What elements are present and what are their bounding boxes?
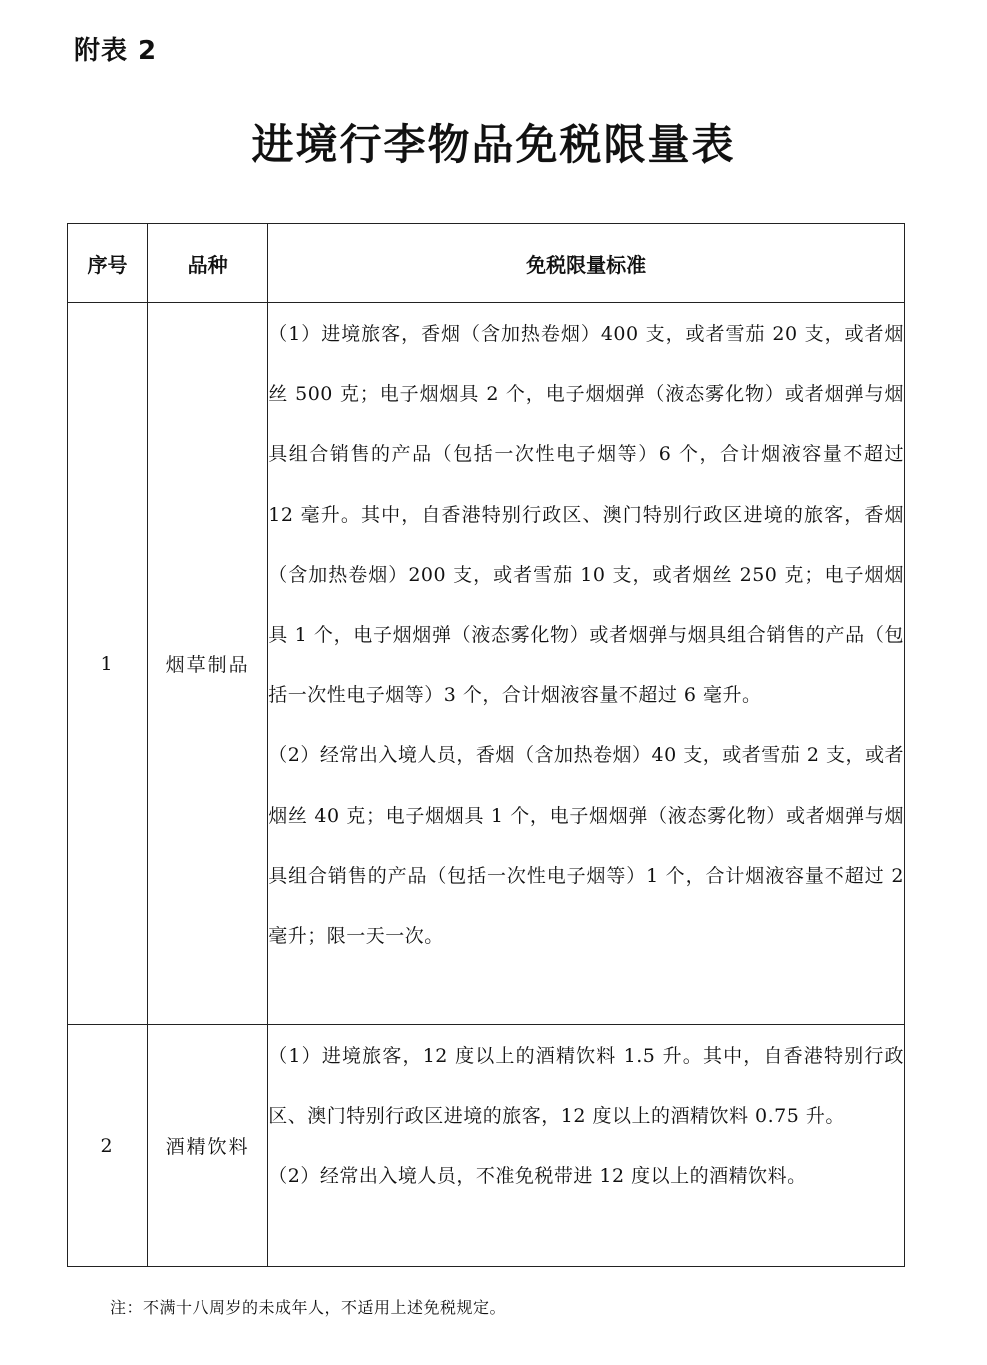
standard-paragraph: （2）经常出入境人员，香烟（含加热卷烟）40 支，或者雪茄 2 支，或者烟丝 40 克；电子烟烟具 1 个，电子烟烟弹（液态雾化物）或者烟弹与烟具组合销售的产品（包括一次性电子烟等）1 个，合计烟液容量不超过 2 毫升；限一天一次。 <box>268 744 904 948</box>
row-number: 2 <box>68 1025 148 1267</box>
standard-paragraph: （1）进境旅客，12 度以上的酒精饮料 1.5 升。其中，自香港特别行政区、澳门特别行政区进境的旅客，12 度以上的酒精饮料 0.75 升。 <box>268 1045 904 1128</box>
footnote: 注：不满十八周岁的未成年人，不适用上述免税规定。 <box>110 1298 507 1317</box>
row-category: 烟草制品 <box>148 303 268 1025</box>
standard-paragraph: （1）进境旅客，香烟（含加热卷烟）400 支，或者雪茄 20 支，或者烟丝 500 克；电子烟烟具 2 个，电子烟烟弹（液态雾化物）或者烟弹与烟具组合销售的产品（包括一次性电子烟等）6 个，合计烟液容量不超过 12 毫升。其中，自香港特别行政区、澳门特别行政区进境的旅客，香烟（含加热卷烟）200 支，或者雪茄 10 支，或者烟丝 250 克；电子烟烟具 1 个，电子烟烟弹（液态雾化物）或者烟弹与烟具组合销售的产品（包括一次性电子烟等）3 个，合计烟液容量不超过 6 毫升。 <box>268 323 904 707</box>
row-number: 1 <box>68 303 148 1025</box>
column-header-category: 品种 <box>148 224 268 303</box>
standard-paragraph: （2）经常出入境人员，不准免税带进 12 度以上的酒精饮料。 <box>268 1165 807 1188</box>
duty-free-limits-table <box>67 223 905 1267</box>
column-header-standard: 免税限量标准 <box>268 224 905 303</box>
document-title: 进境行李物品免税限量表 <box>251 120 736 169</box>
appendix-label: 附表 2 <box>74 36 158 66</box>
table-header-row <box>68 224 905 303</box>
row-standard <box>268 303 905 1025</box>
table-row <box>68 303 905 1025</box>
column-header-number: 序号 <box>68 224 148 303</box>
table-row <box>68 1025 905 1267</box>
row-category: 酒精饮料 <box>148 1025 268 1267</box>
row-standard <box>268 1025 905 1267</box>
